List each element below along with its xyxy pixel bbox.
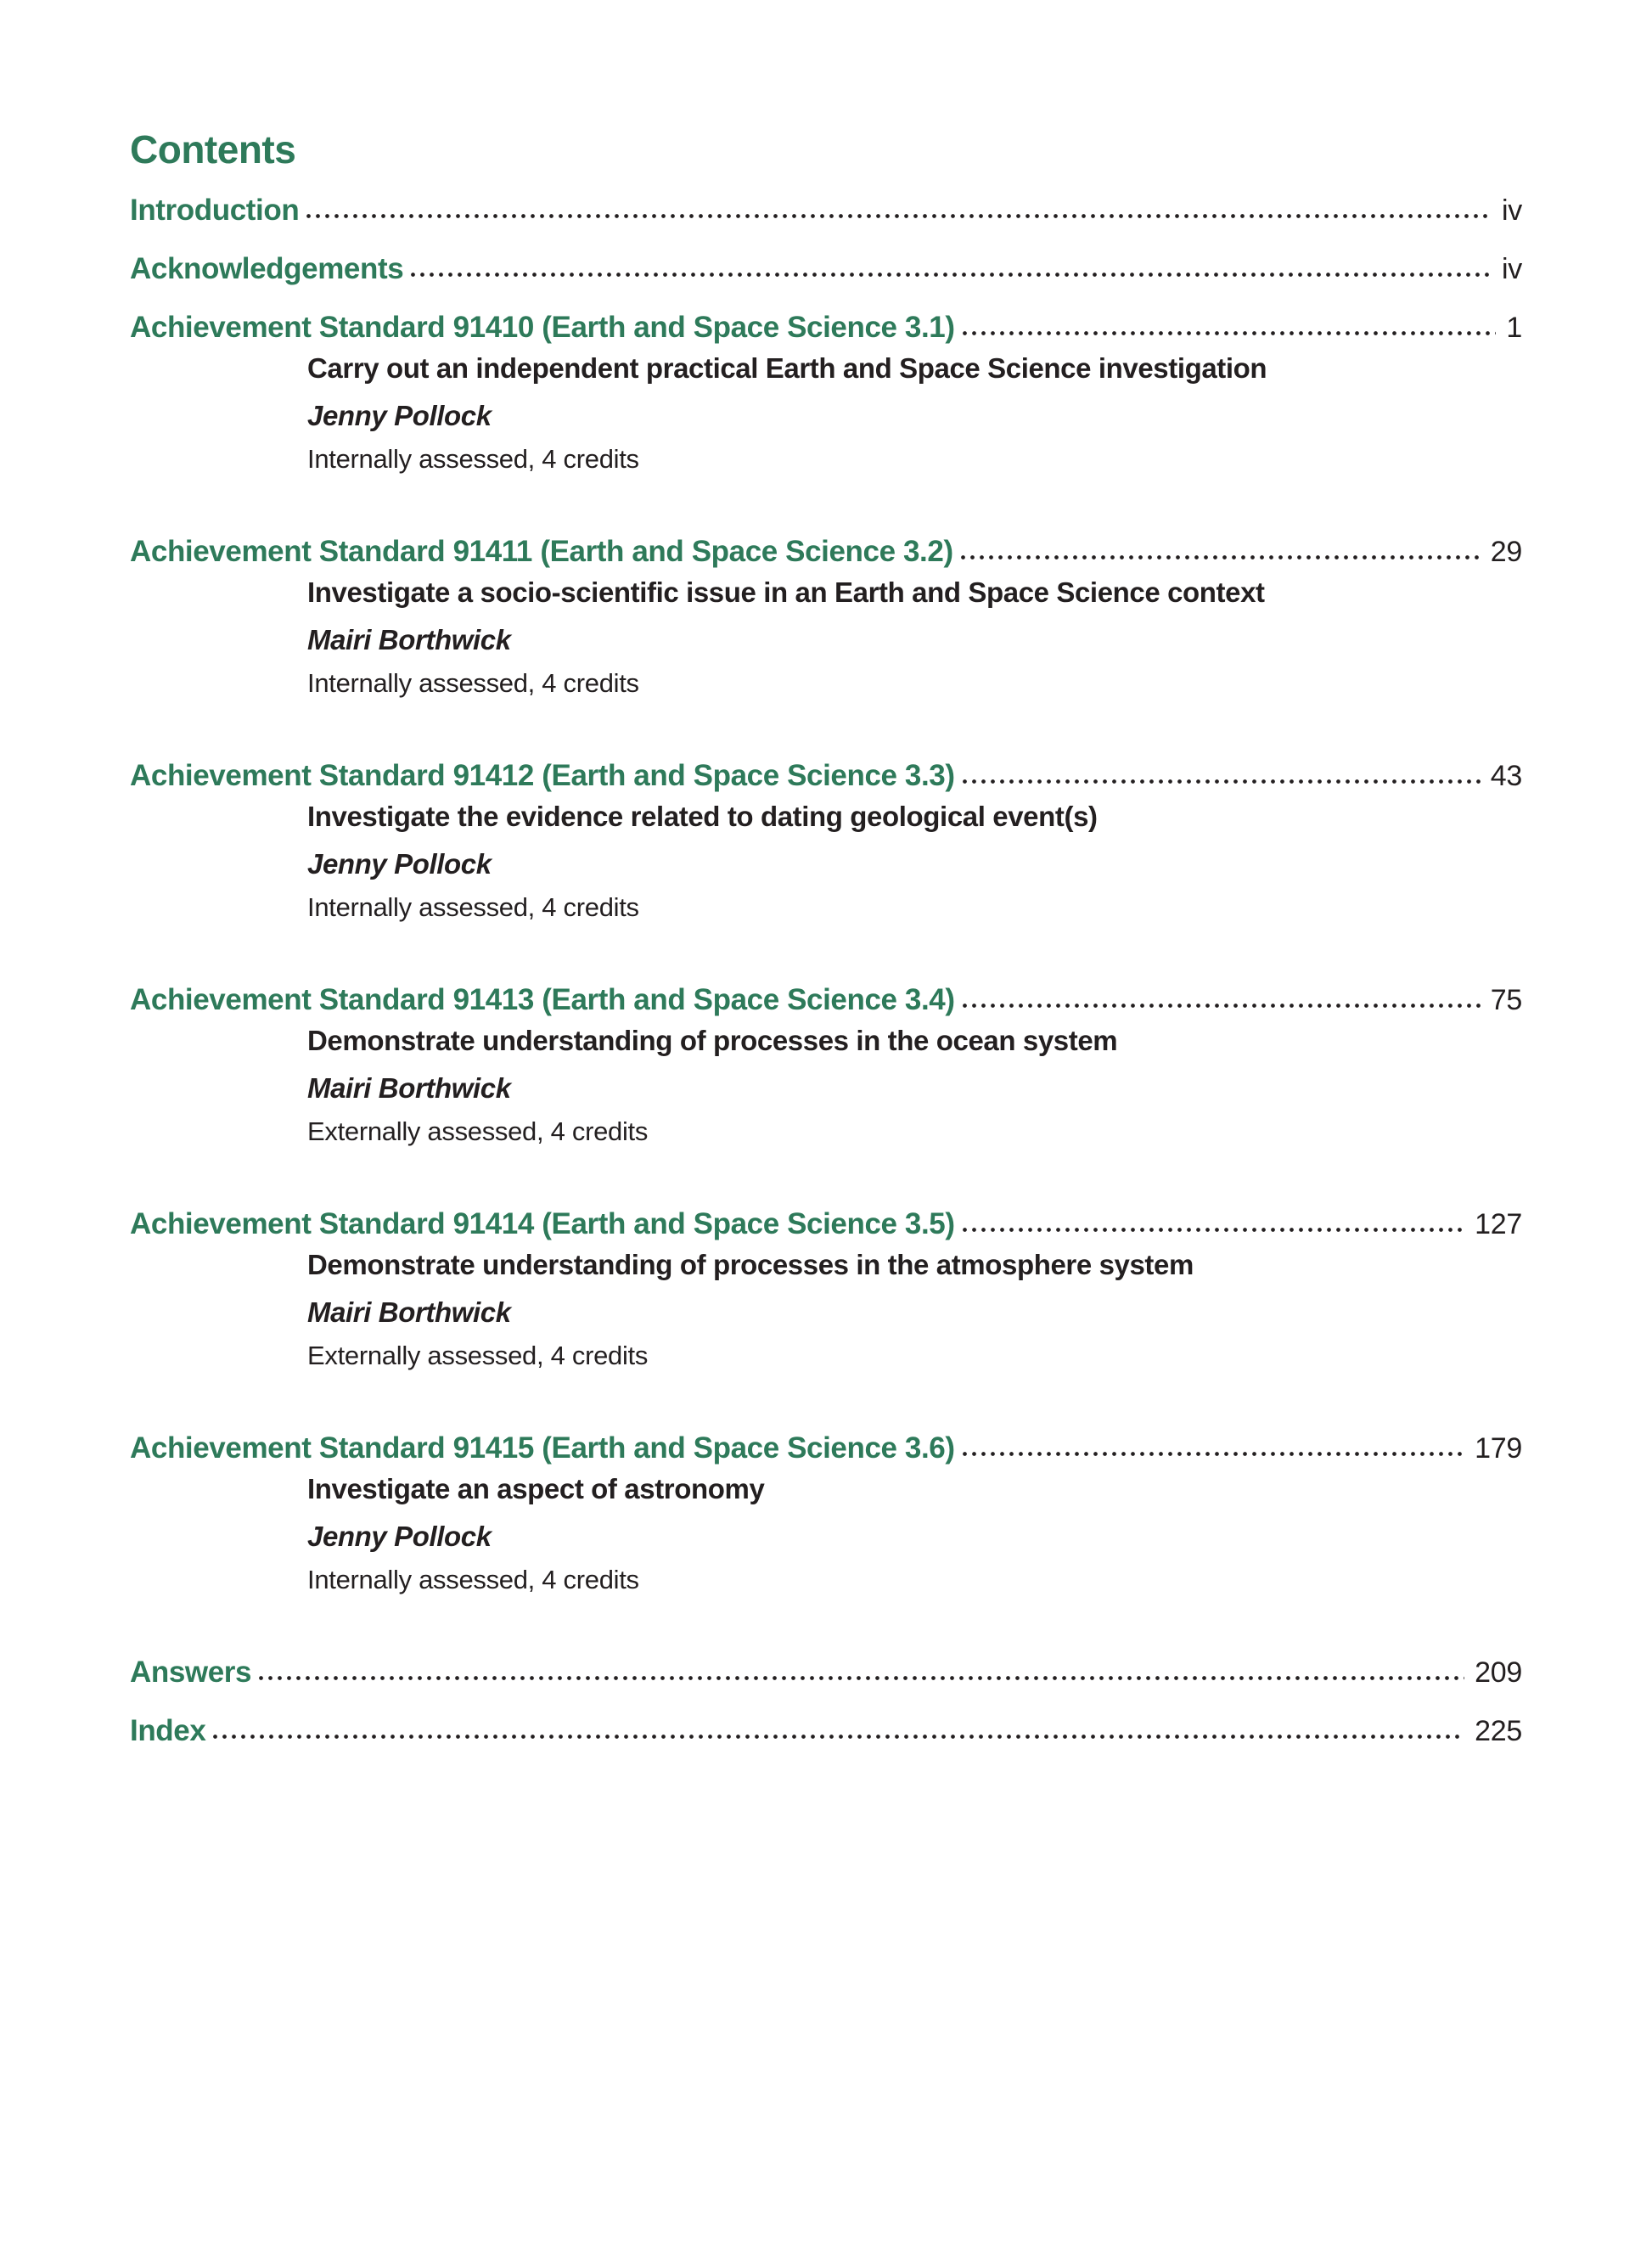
chapter-heading: Achievement Standard 91415 (Earth and Space Science 3.6): [130, 1431, 955, 1465]
chapter-description: Carry out an independent practical Earth and Space Science investigation: [307, 352, 1267, 385]
toc-label: Acknowledgements: [130, 252, 404, 286]
chapter-entry: [130, 1209, 1522, 1369]
chapter-details: [307, 352, 1522, 475]
chapter-heading-row: [130, 759, 1522, 793]
chapter-heading-row: [130, 985, 1522, 1015]
toc-page-number: 225: [1475, 1715, 1522, 1748]
chapter-heading: Achievement Standard 91410 (Earth and Space Science 3.1): [130, 311, 955, 345]
chapter-heading-row: [130, 535, 1522, 569]
toc-page-number: iv: [1502, 253, 1522, 286]
toc-row-index: [130, 1716, 1522, 1746]
chapter-author: Jenny Pollock: [307, 1521, 492, 1553]
chapter-heading: Achievement Standard 91411 (Earth and Space Science 3.2): [130, 535, 953, 569]
chapter-author: Mairi Borthwick: [307, 624, 511, 656]
chapter-assessment: Externally assessed, 4 credits: [307, 1341, 649, 1371]
page-title: Contents: [130, 127, 296, 171]
chapter-assessment: Internally assessed, 4 credits: [307, 1565, 639, 1595]
chapter-heading-row: [130, 311, 1522, 345]
chapter-details: [307, 1250, 1522, 1369]
chapter-page-number: 179: [1475, 1432, 1522, 1465]
chapter-entry: [130, 535, 1522, 699]
chapter-entry: [130, 1433, 1522, 1593]
chapter-details: [307, 801, 1522, 923]
chapter-author: Mairi Borthwick: [307, 1296, 511, 1329]
chapter-page-number: 29: [1490, 536, 1522, 569]
toc-label: Introduction: [130, 194, 300, 228]
toc-page-number: iv: [1502, 194, 1522, 228]
toc-row-introduction: [130, 194, 1522, 228]
chapter-entry: [130, 759, 1522, 923]
chapter-heading-row: [130, 1209, 1522, 1239]
chapter-author: Jenny Pollock: [307, 400, 492, 432]
back-matter: [130, 1657, 1522, 1746]
chapter-assessment: Internally assessed, 4 credits: [307, 892, 639, 923]
chapter-page-number: 1: [1506, 312, 1522, 345]
chapter-assessment: Internally assessed, 4 credits: [307, 668, 639, 699]
toc-row-answers: [130, 1656, 1522, 1690]
chapter-details: [307, 576, 1522, 699]
chapter-description: Investigate the evidence related to dating geological event(s): [307, 801, 1098, 833]
chapter-author: Mairi Borthwick: [307, 1072, 511, 1105]
chapter-description: Demonstrate understanding of processes in the atmosphere system: [307, 1249, 1194, 1281]
chapter-heading: Achievement Standard 91414 (Earth and Space Science 3.5): [130, 1207, 955, 1241]
toc-row-acknowledgements: [130, 254, 1522, 284]
chapter-entry: [130, 983, 1522, 1147]
toc-page-number: 209: [1475, 1656, 1522, 1690]
chapter-description: Investigate a socio-scientific issue in an Earth and Space Science context: [307, 576, 1265, 609]
chapter-heading-row: [130, 1433, 1522, 1463]
chapter-description: Demonstrate understanding of processes in the ocean system: [307, 1025, 1118, 1057]
toc-label: Answers: [130, 1656, 252, 1690]
chapter-page-number: 75: [1490, 984, 1522, 1017]
chapter-page-number: 43: [1490, 760, 1522, 793]
chapter-assessment: Externally assessed, 4 credits: [307, 1116, 649, 1147]
chapter-page-number: 127: [1475, 1208, 1522, 1241]
chapter-entry: [130, 311, 1522, 475]
chapter-author: Jenny Pollock: [307, 848, 492, 880]
chapter-description: Investigate an aspect of astronomy: [307, 1473, 765, 1505]
chapter-details: [307, 1025, 1522, 1147]
chapter-details: [307, 1474, 1522, 1593]
toc-label: Index: [130, 1714, 206, 1748]
chapter-heading: Achievement Standard 91412 (Earth and Space Science 3.3): [130, 759, 955, 793]
chapter-heading: Achievement Standard 91413 (Earth and Space Science 3.4): [130, 983, 955, 1017]
chapter-assessment: Internally assessed, 4 credits: [307, 444, 639, 475]
